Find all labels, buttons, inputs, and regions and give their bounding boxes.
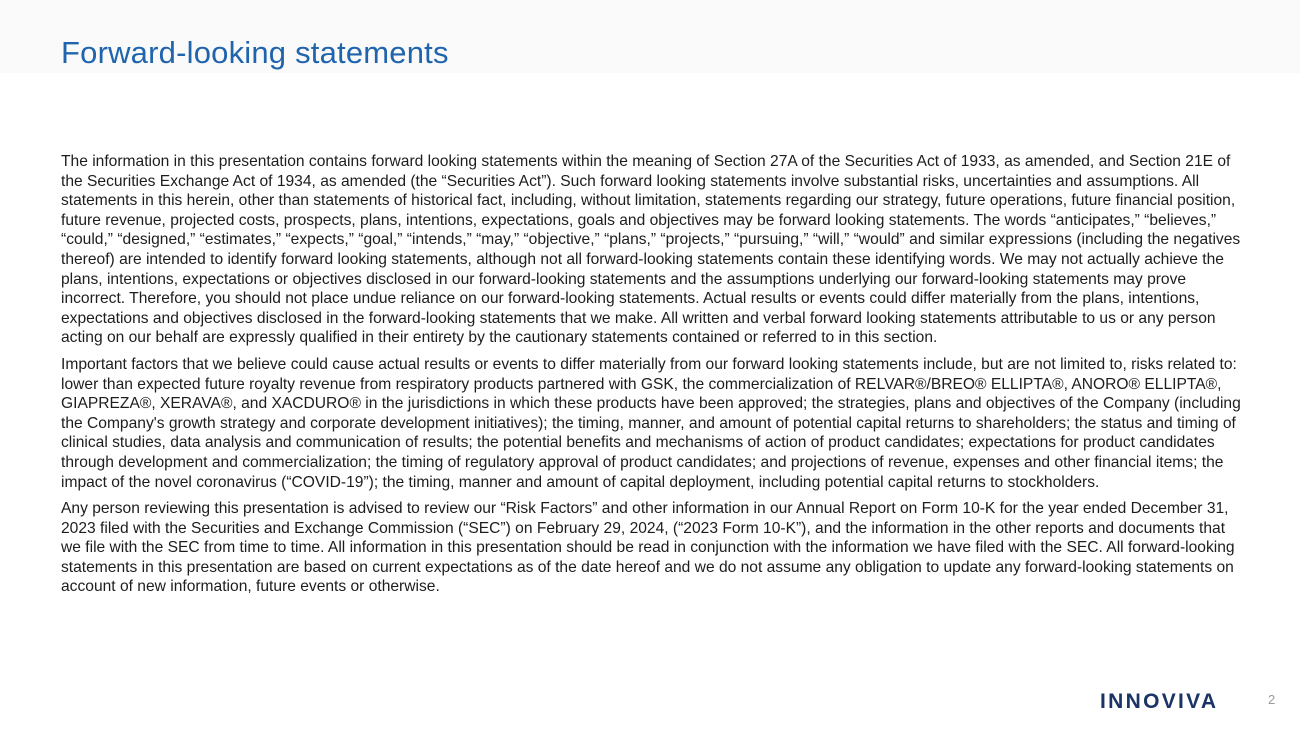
paragraph-forward-looking: The information in this presentation contains forward looking statements within the meaning of Section 27A of the Securities Act of 1933, as amended, and Section 21E of the Securities Exchange Act of 1934, as amended (the “Securities Act”). Such forward looking statements involve substantial risks, uncertainties and assumptions. All statements in this herein, other than statements of historical fact, including, without limitation, statements regarding our strategy, future operations, future financial position, future revenue, projected costs, prospects, plans, intentions, expectations, goals and objectives may be forward looking statements. The words “anticipates,” “believes,” “could,” “designed,” “estimates,” “expects,” “goal,” “intends,” “may,” “objective,” “plans,” “projects,” “pursuing,” “will,” “would” and similar expressions (including the negatives thereof) are intended to identify forward looking statements, although not all forward-looking statements contain these identifying words. We may not actually achieve the plans, intentions, expectations or objectives disclosed in our forward-looking statements and the assumptions underlying our forward-looking statements may prove incorrect. Therefore, you should not place undue reliance on our forward-looking statements. Actual results or events could differ materially from the plans, intentions, expectations and objectives disclosed in the forward-looking statements that we make. All written and verbal forward looking statements attributable to us or any person acting on our behalf are expressly qualified in their entirety by the cautionary statements contained or referred to in this section. [61,153,1241,347]
body-text [61,152,1241,604]
innoviva-logo [1100,689,1218,715]
paragraph-sec-filings: Any person reviewing this presentation is advised to review our “Risk Factors” and other information in our Annual Report on Form 10-K for the year ended December 31, 2023 filed with the Securities and Exchange Commission (“SEC”) on February 29, 2024, (“2023 Form 10-K”), and the information in the other reports and documents that we file with the SEC from time to time. All information in this presentation should be read in conjunction with the information we have filed with the SEC. All forward-looking statements in this presentation are based on current expectations as of the date hereof and we do not assume any obligation to update any forward-looking statements on account of new information, future events or otherwise. [61,500,1235,596]
logo-wordmark: INNOVIVA [1100,690,1219,713]
paragraph-important-factors: Important factors that we believe could cause actual results or events to differ materially from our forward looking statements include, but are not limited to, risks related to: lower than expected future royalty revenue from respiratory products partnered with GSK, the commercialization of RELVAR®/BREO® ELLIPTA®, ANORO® ELLIPTA®, GIAPREZA®, XERAVA®, and XACDURO® in the jurisdictions in which these products have been approved; the strategies, plans and objectives of the Company (including the Company's growth strategy and corporate development initiatives); the timing, manner, and amount of potential capital returns to shareholders; the status and timing of clinical studies, data analysis and communication of results; the potential benefits and mechanisms of action of product candidates; expectations for product candidates through development and commercialization; the timing of regulatory approval of product candidates; and projections of revenue, expenses and other financial items; the impact of the novel coronavirus (“COVID-19”); the timing, manner and amount of capital deployment, including potential capital returns to stockholders. [61,355,1241,491]
page-number: 2 [1268,692,1276,707]
page-title: Forward-looking statements [61,35,449,70]
